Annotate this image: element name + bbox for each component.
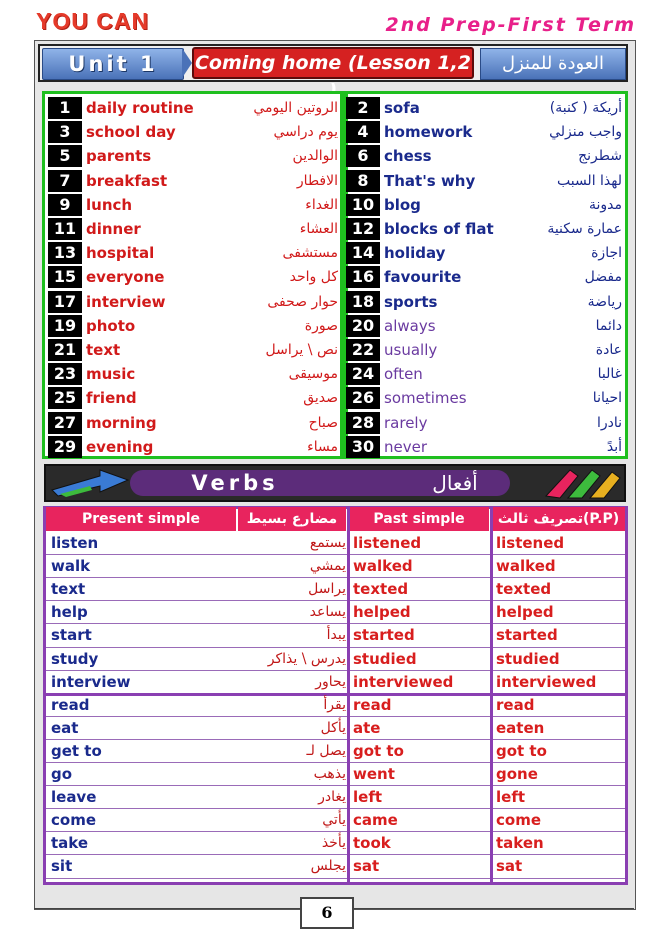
verb-present-arabic: يصل لـ: [306, 742, 346, 759]
vocab-word: rarely: [384, 413, 428, 432]
vocab-arabic: الوالدين: [292, 148, 338, 165]
verb-present-arabic: يساعد: [309, 604, 346, 621]
vocab-number: 10: [346, 194, 380, 216]
verb-pp: studied: [496, 649, 560, 668]
vocab-word: daily routine: [86, 99, 194, 117]
verb-pp: interviewed: [496, 672, 597, 691]
vocab-number: 26: [346, 387, 380, 409]
vocab-word: usually: [384, 341, 438, 359]
vocab-number: 13: [48, 242, 82, 264]
vocab-word: chess: [384, 147, 432, 166]
vocab-number: 21: [48, 339, 82, 361]
verb-present: study: [51, 649, 99, 668]
unit-arrow-icon: [182, 48, 192, 78]
vocab-arabic: صورة: [304, 317, 338, 334]
column-divider: [347, 507, 350, 882]
vocab-word: sofa: [384, 99, 420, 117]
vocab-number: 5: [48, 145, 82, 167]
vocab-word: photo: [86, 316, 136, 335]
vocab-number: 27: [48, 412, 82, 434]
verb-present: go: [51, 765, 73, 783]
verb-present: leave: [51, 788, 97, 807]
verb-pp: left: [496, 788, 526, 807]
vocab-arabic: العشاء: [299, 221, 338, 237]
page-number: 6: [300, 897, 354, 929]
vocab-arabic: شطرنج: [578, 148, 622, 165]
vocab-arabic: دائما: [595, 317, 622, 334]
verb-present: start: [51, 626, 92, 645]
verb-present: eat: [51, 718, 79, 737]
verb-present-arabic: يحاور: [315, 673, 346, 690]
verb-pp: listened: [496, 534, 565, 552]
vocab-number: 30: [346, 436, 380, 458]
vocab-number: 11: [48, 218, 82, 240]
verb-past: texted: [353, 580, 409, 599]
vocab-word: often: [384, 365, 423, 384]
vocab-word: never: [384, 437, 428, 456]
vocab-number: 7: [48, 170, 82, 192]
verb-pp: gone: [496, 765, 538, 783]
vocab-number: 24: [346, 363, 380, 385]
verb-present-arabic: يأكل: [320, 719, 346, 736]
verb-present-arabic: يراسل: [308, 581, 346, 598]
verb-present: take: [51, 834, 89, 853]
verb-present: help: [51, 603, 88, 622]
verb-pp: come: [496, 811, 541, 830]
vocab-word: evening: [86, 437, 154, 456]
verbs-arabic-label: أفعال: [432, 471, 478, 495]
vocab-number: 9: [48, 194, 82, 216]
vocab-number: 19: [48, 315, 82, 337]
verb-present: sit: [51, 857, 73, 876]
vocab-arabic: عمارة سكنية: [547, 221, 622, 237]
verb-pp: helped: [496, 603, 554, 622]
vocab-arabic: مستشفى: [282, 245, 338, 262]
verb-present-arabic: يغادر: [318, 789, 346, 806]
verb-past: started: [353, 626, 415, 645]
vocab-number: 14: [346, 242, 380, 264]
vocab-number: 17: [48, 291, 82, 313]
verb-present: get to: [51, 741, 102, 760]
verb-pp: texted: [496, 580, 552, 599]
vocab-word: dinner: [86, 220, 141, 238]
vocab-arabic: مدونة: [588, 196, 622, 213]
vocab-number: 12: [346, 218, 380, 240]
vocab-arabic: رياضة: [587, 293, 622, 310]
vocab-word: homework: [384, 123, 473, 142]
verb-pp: got to: [496, 741, 547, 760]
vocab-number: 6: [346, 145, 380, 167]
vocab-word: sometimes: [384, 389, 467, 408]
verb-present: text: [51, 580, 86, 599]
vocab-word: sports: [384, 292, 438, 311]
vocab-arabic: مفضل: [584, 269, 622, 286]
vocab-number: 16: [346, 266, 380, 288]
verb-pp: taken: [496, 834, 544, 853]
verb-present-arabic: يأتي: [322, 812, 346, 829]
vocab-word: That's why: [384, 171, 476, 190]
brand-logo: YOU CAN: [36, 8, 150, 34]
verb-present: interview: [51, 672, 131, 691]
vocab-arabic: صباح: [308, 414, 338, 431]
vocab-word: morning: [86, 413, 157, 432]
vocab-arabic: الغداء: [305, 196, 338, 213]
vocab-number: 23: [48, 363, 82, 385]
verb-present-arabic: يدرس \ يذاكر: [267, 650, 346, 667]
vocab-number: 18: [346, 291, 380, 313]
term-label: 2nd Prep-First Term: [385, 14, 636, 36]
verb-pp: eaten: [496, 718, 545, 737]
vocabulary-box: [42, 91, 628, 459]
header-past: Past simple: [349, 507, 489, 531]
verb-present-arabic: يجلس: [310, 858, 346, 875]
verb-past: read: [353, 695, 392, 714]
vocab-arabic: الافطار: [296, 172, 338, 189]
verb-past: studied: [353, 649, 417, 668]
vocab-number: 15: [48, 266, 82, 288]
verb-past: sat: [353, 857, 380, 876]
row-divider: [46, 878, 625, 879]
vocab-arabic: موسيقى: [288, 366, 338, 383]
vocab-arabic: اجازة: [591, 245, 622, 262]
verb-present-arabic: يأخذ: [321, 835, 346, 852]
verb-past: got to: [353, 741, 404, 760]
verb-past: helped: [353, 603, 411, 622]
vocab-word: school day: [86, 123, 176, 142]
verb-present: walk: [51, 557, 91, 576]
verb-present-arabic: يذهب: [313, 766, 346, 782]
vocab-number: 3: [48, 121, 82, 143]
verb-past: walked: [353, 557, 413, 576]
verb-past: came: [353, 811, 398, 830]
verb-present: read: [51, 695, 90, 714]
vocab-number: 8: [346, 170, 380, 192]
header-present-ar: مضارع بسيط: [238, 507, 346, 531]
vocab-arabic: نص \ يراسل: [265, 342, 338, 358]
vocab-word: parents: [86, 147, 152, 166]
vocab-arabic: لهذا السبب: [556, 172, 622, 189]
vocab-word: always: [384, 316, 436, 335]
vocab-word: text: [86, 341, 121, 359]
arrows-right-icon: [540, 466, 622, 500]
vocab-word: music: [86, 365, 136, 384]
vocab-word: everyone: [86, 268, 165, 287]
verb-pp: started: [496, 626, 558, 645]
verb-past: took: [353, 834, 391, 853]
vocab-word: blog: [384, 195, 421, 214]
column-divider: [490, 507, 493, 882]
vocab-number: 22: [346, 339, 380, 361]
vocab-number: 4: [346, 121, 380, 143]
vocab-word: interview: [86, 292, 166, 311]
vocab-arabic: صديق: [303, 390, 338, 407]
vocab-number: 28: [346, 412, 380, 434]
verb-present: come: [51, 811, 96, 830]
verb-pp: sat: [496, 857, 523, 876]
vocab-number: 25: [48, 387, 82, 409]
vocab-word: favourite: [384, 268, 462, 287]
verb-present-arabic: يبدأ: [326, 627, 346, 644]
arabic-title: العودة للمنزل: [480, 48, 626, 80]
vocab-number: 1: [48, 97, 82, 119]
verb-present-arabic: يستمع: [309, 535, 346, 551]
vocab-number: 29: [48, 436, 82, 458]
header-present: Present simple: [46, 507, 236, 531]
verb-past: left: [353, 788, 383, 807]
lesson-title: Coming home (Lesson 1,2: [192, 47, 474, 79]
arrows-left-icon: [50, 468, 130, 498]
vocab-arabic: يوم دراسي: [273, 124, 338, 141]
verb-present-arabic: يقرأ: [323, 696, 346, 713]
verb-present-arabic: يمشي: [309, 558, 346, 575]
vocab-arabic: عادة: [595, 342, 622, 358]
verb-past: interviewed: [353, 672, 454, 691]
vocab-word: lunch: [86, 195, 133, 214]
verb-past: went: [353, 765, 395, 783]
vocab-arabic: كل واحد: [289, 269, 338, 286]
vocab-word: holiday: [384, 244, 446, 263]
vocab-number: 2: [346, 97, 380, 119]
verb-pp: walked: [496, 557, 556, 576]
verb-past: listened: [353, 534, 422, 552]
verbs-label: Verbs: [191, 471, 279, 495]
vocab-arabic: الروتين اليومي: [253, 100, 338, 116]
vocab-arabic: أريكة ( كنبة): [549, 100, 622, 116]
vocab-number: 20: [346, 315, 380, 337]
vocab-word: blocks of flat: [384, 220, 494, 238]
header-pp: تصريف ثالث(P.P): [492, 507, 625, 531]
vocab-word: friend: [86, 389, 137, 408]
vocab-arabic: أبدً: [606, 438, 622, 455]
vocab-word: hospital: [86, 244, 155, 263]
vocab-arabic: حوار صحفى: [267, 293, 338, 310]
vocab-arabic: غالبا: [597, 366, 622, 383]
verb-present: listen: [51, 534, 99, 552]
vocab-arabic: نادرا: [596, 414, 622, 431]
vocab-word: breakfast: [86, 171, 168, 190]
vocab-arabic: مساء: [307, 438, 338, 455]
verb-past: ate: [353, 718, 381, 737]
vocab-arabic: احيانا: [592, 390, 622, 407]
vocab-arabic: واجب منزلي: [549, 124, 622, 141]
unit-label: Unit 1: [42, 48, 184, 80]
verb-pp: read: [496, 695, 535, 714]
